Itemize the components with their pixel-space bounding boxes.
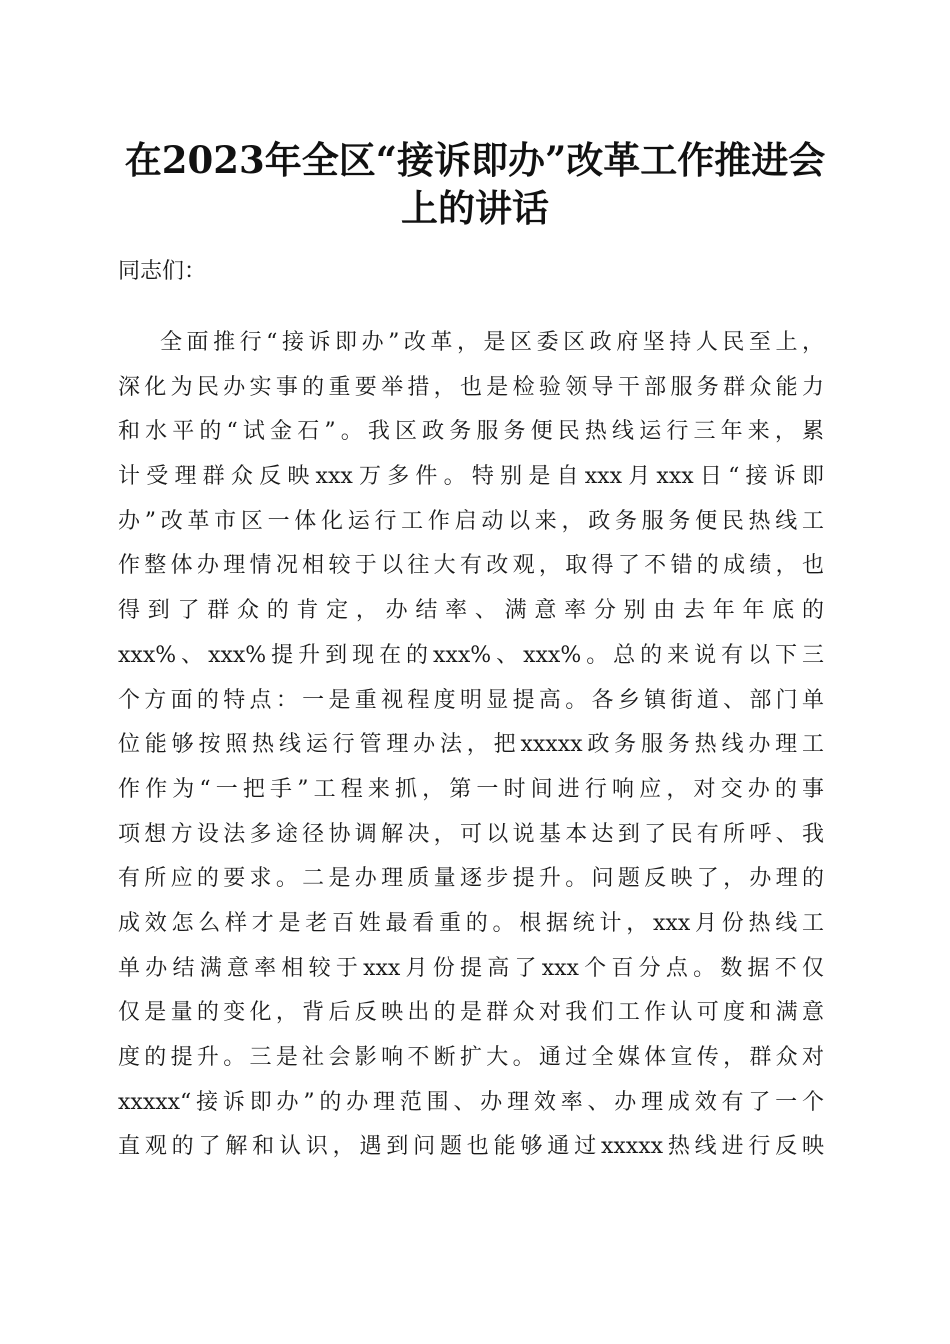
salutation: 同志们： [118, 259, 207, 284]
body-line: 作整体办理情况相较于以往大有改观，取得了不错的成绩，也 [118, 553, 824, 579]
body-line: 项想方设法多途径协调解决，可以说基本达到了民有所呼、我 [118, 821, 824, 847]
body-line: 计受理群众反映xxx万多件。特别是自xxx月xxx日“接诉即 [118, 464, 824, 490]
title-line-1: 在2023年全区“接诉即办”改革工作推进会 [124, 138, 826, 182]
title-line-2: 上的讲话 [401, 186, 549, 230]
speech-body [118, 324, 824, 1173]
body-line: 成效怎么样才是老百姓最看重的。根据统计，xxx月份热线工 [118, 910, 824, 936]
body-line: 办”改革市区一体化运行工作启动以来，政务服务便民热线工 [118, 508, 824, 534]
body-line: 有所应的要求。二是办理质量逐步提升。问题反映了，办理的 [118, 866, 824, 892]
body-line: 位能够按照热线运行管理办法，把xxxxx政务服务热线办理工 [118, 732, 824, 758]
body-line: 和水平的“试金石”。我区政务服务便民热线运行三年来，累 [118, 419, 824, 445]
body-line: xxxxx“接诉即办”的办理范围、办理效率、办理成效有了一个 [118, 1089, 824, 1115]
body-line: 得到了群众的肯定，办结率、满意率分别由去年年底的 [118, 598, 824, 624]
body-line: 个方面的特点：一是重视程度明显提高。各乡镇街道、部门单 [118, 687, 824, 713]
body-line: 直观的了解和认识，遇到问题也能够通过xxxxx热线进行反映 [118, 1134, 824, 1160]
body-line: 单办结满意率相较于xxx月份提高了xxx个百分点。数据不仅 [118, 955, 824, 981]
body-line: 度的提升。三是社会影响不断扩大。通过全媒体宣传，群众对 [118, 1045, 824, 1070]
body-line: 全面推行“接诉即办”改革，是区委区政府坚持人民至上， [160, 330, 824, 355]
body-line: 作作为“一把手”工程来抓，第一时间进行响应，对交办的事 [118, 776, 824, 802]
body-line: 仅是量的变化，背后反映出的是群众对我们工作认可度和满意 [118, 1000, 824, 1026]
body-line: 深化为民办实事的重要举措，也是检验领导干部服务群众能力 [118, 374, 824, 400]
document-title [100, 136, 850, 232]
body-line: xxx%、xxx%提升到现在的xxx%、xxx%。总的来说有以下三 [118, 642, 824, 668]
